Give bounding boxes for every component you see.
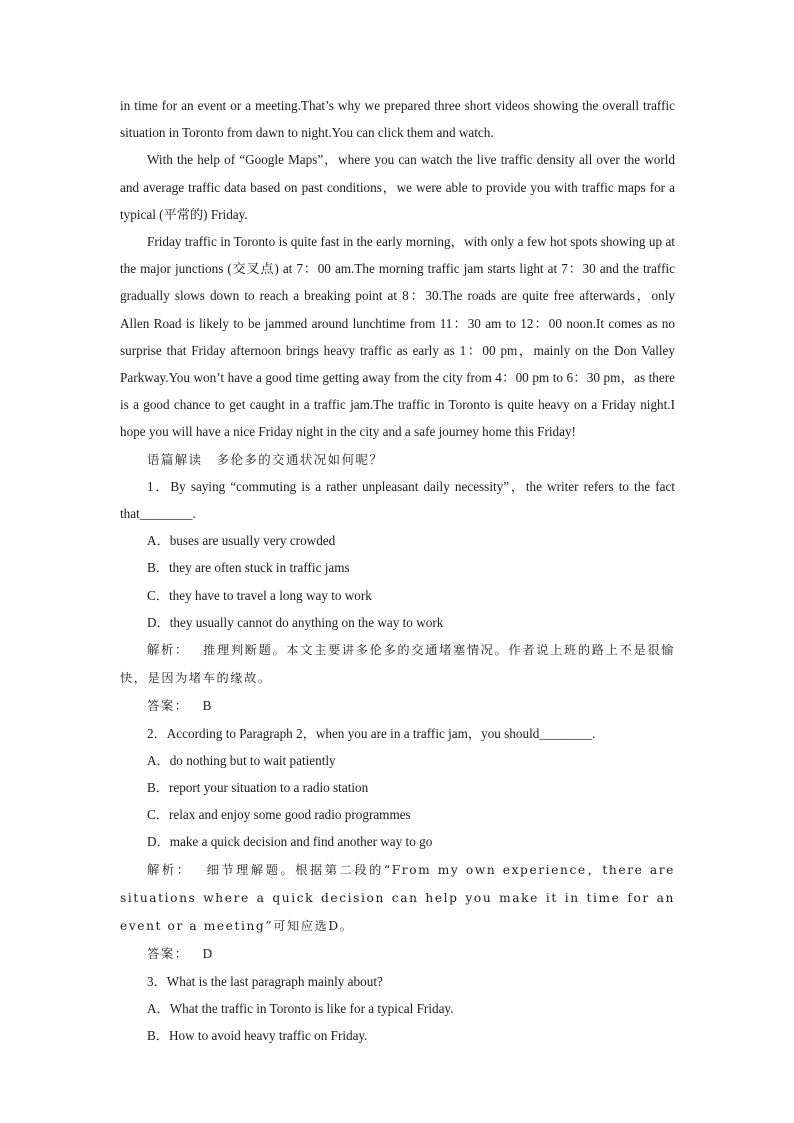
question-1-option-b: B．they are often stuck in traffic jams [147, 560, 350, 576]
question-2-stem: 2．According to Paragraph 2，when you are in a traffic jam，you should________. [147, 725, 596, 741]
analysis-header [120, 446, 675, 473]
question-1-option-c: C．they have to travel a long way to work [147, 587, 372, 603]
question-1-stem: 1．By saying “commuting is a rather unpleasant daily necessity”，the writer refers to the fact that________. [120, 478, 675, 522]
question-1-answer [120, 692, 675, 719]
analysis-header-text: 多伦多的交通状况如何呢？ [216, 451, 384, 467]
explanation-label: 解析： [147, 642, 189, 658]
explanation-label: 解析： [147, 861, 192, 877]
passage-paragraph-1: in time for an event or a meeting.That’s why we prepared three short videos showing the overall traffic situation in Toronto from dawn to night.You can click them and watch. [120, 98, 675, 141]
question-1-option-a: A．buses are usually very crowded [147, 533, 336, 549]
question-2-option-b: B．report your situation to a radio station [147, 780, 369, 796]
passage-paragraph-3: Friday traffic in Toronto is quite fast in the early morning，with only a few hot spots showing up at the major junctions (交叉点) at 7：00 am.The morning traffic jam starts light at 7：30 and the traffic gradually slows down to reach a breaking point at 8：30.The roads are quite free afterwards，only Allen Road is likely to be jammed around lunchtime from 11：30 am to 12：00 noon.It comes as no surprise that Friday afternoon brings heavy traffic as early as 1：00 pm，mainly on the Don Valley Parkway.You won’t have a good time getting away from the city from 4：00 pm to 6：30 pm，as there is a good chance to get caught in a traffic jam.The traffic in Toronto is quite heavy on a Friday night.I hope you will have a nice Friday night in the city and a safe journey home this Friday! [120, 234, 675, 440]
explanation-text: 推理判断题。本文主要讲多伦多的交通堵塞情况。作者说上班的路上不是很愉快，是因为堵车的缘故。 [120, 643, 676, 686]
question-2-explanation [120, 856, 675, 941]
question-1-option-d: D．they usually cannot do anything on the way to work [147, 614, 444, 630]
question-2-option-d: D．make a quick decision and find another way to go [147, 834, 433, 850]
question-3-option-b: B．How to avoid heavy traffic on Friday. [147, 1027, 368, 1043]
document-content [120, 92, 675, 1049]
answer-value: D [202, 946, 213, 962]
answer-label: 答案： [147, 946, 189, 962]
analysis-header-label: 语篇解读 [147, 451, 203, 467]
question-2-answer [120, 940, 675, 967]
answer-value: B [202, 698, 212, 714]
question-3-option-a: A．What the traffic in Toronto is like for a typical Friday. [147, 1000, 454, 1016]
explanation-text: 细节理解题。根据第二段的“From my own experience，there are situations where a quick decision can help you make it in time for an event or a meeting”可知应选D。 [120, 862, 675, 934]
passage-paragraph-2: With the help of “Google Maps”，where you can watch the live traffic density all over the world and average traffic data based on past conditions，we were able to provide you with traffic maps for a typical (平常的) Friday. [120, 152, 675, 222]
question-2-option-c: C．relax and enjoy some good radio programmes [147, 807, 411, 823]
question-3-stem: 3．What is the last paragraph mainly about? [147, 973, 383, 989]
answer-label: 答案： [147, 698, 189, 714]
question-1-explanation [120, 636, 675, 692]
question-2-option-a: A．do nothing but to wait patiently [147, 752, 336, 768]
